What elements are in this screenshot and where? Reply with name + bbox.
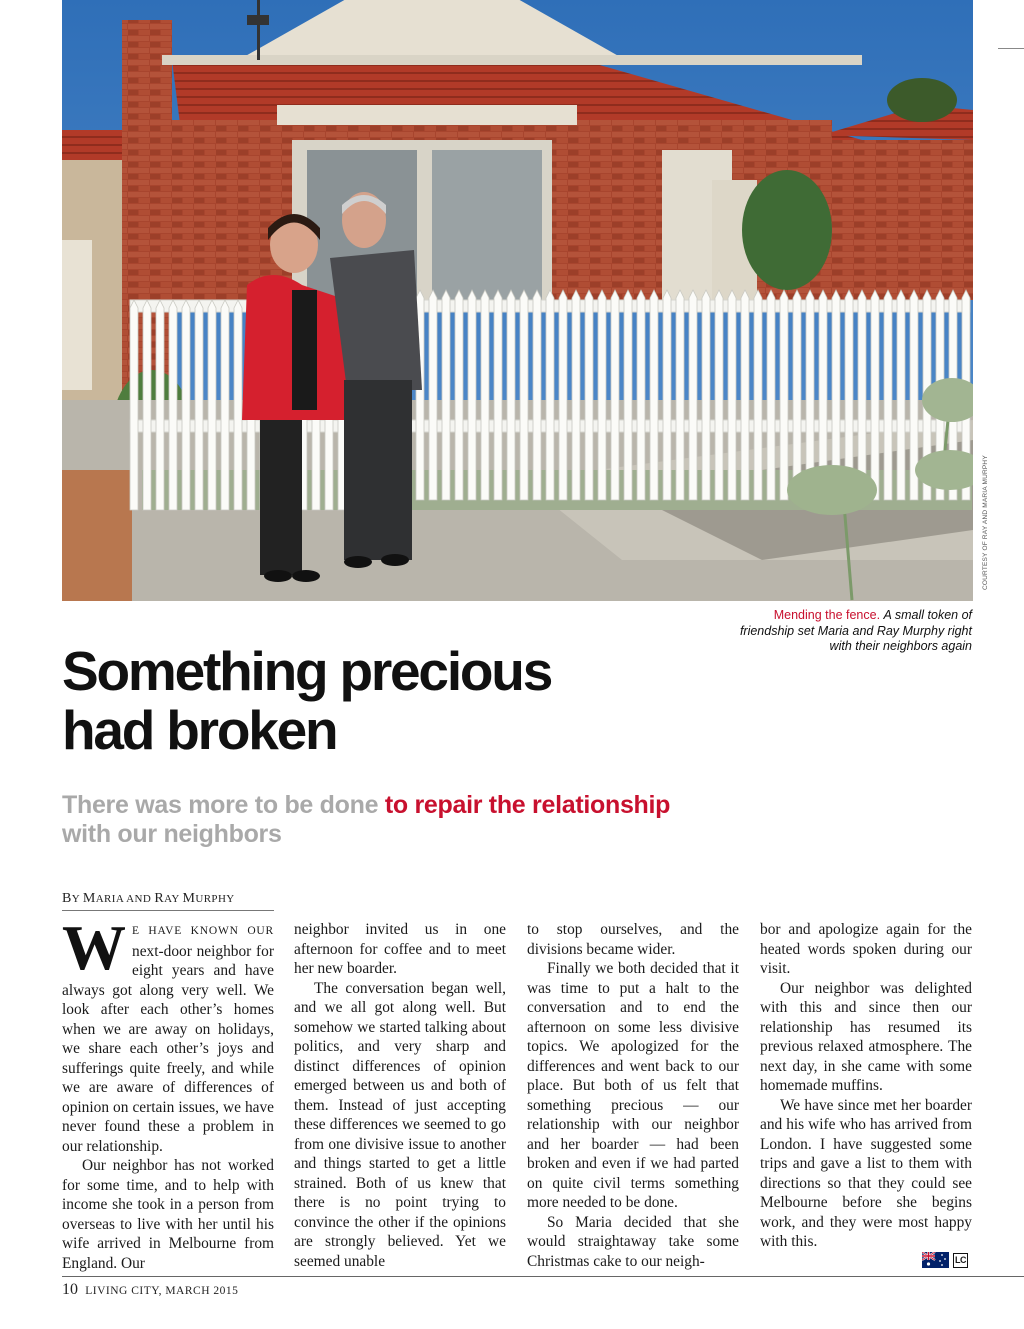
- article-paragraph: neighbor invited us in one afternoon for coffee and to meet her new boarder.: [294, 921, 506, 977]
- article-deck: [62, 791, 682, 849]
- drop-cap: W: [62, 920, 126, 983]
- footer-rule: [62, 1276, 1024, 1277]
- byline-maria-initial: M: [82, 891, 96, 906]
- magazine-issue: LIVING CITY, MARCH 2015: [85, 1285, 239, 1297]
- end-marks: [922, 1252, 968, 1268]
- article-paragraph: to stop ourselves, and the divisions became wider.: [527, 921, 739, 958]
- article-column-1: [62, 920, 274, 1272]
- couple-in-front-of-fence-photo: [62, 0, 973, 601]
- byline-maria-rest: ARIA AND: [95, 893, 155, 905]
- byline-by-rest: Y: [71, 893, 83, 905]
- byline-murphy-initial: M: [182, 891, 196, 906]
- byline-by-initial: B: [62, 891, 72, 906]
- page-footer: [62, 1281, 238, 1299]
- article-paragraph: So Maria decided that she would straightaway take some Christmas cake to our neigh-: [527, 1213, 739, 1270]
- caption-body: A small token of friendship set Maria and Ray Murphy right with their neighbors again: [739, 608, 972, 653]
- caption-lead: Mending the fence.: [773, 608, 881, 622]
- article-photo: [62, 0, 973, 601]
- byline: [62, 891, 274, 911]
- article-paragraph: We have since met her boarder and his wife who has arrived from London. I have suggested some trips and gave a list to them with directions so that they could see Melbourne before she begins work, and they were most happy with this.: [760, 1096, 972, 1250]
- article-paragraph: The conversation began well, and we all got along well. But somehow we started talking about politics, and very sharp and distinct differences of opinion emerged between us and both of them. Instead of just accepting these differences we seemed to go from one divisive issue to another and things started to get a little strained. Both of us knew that there is no point trying to convince the other if the opinions are strongly believed. Yet we seemed unable: [294, 979, 506, 1270]
- byline-ray-initial: R: [154, 891, 165, 906]
- article-paragraph: bor and apologize again for the heated words spoken during our visit.: [760, 921, 972, 977]
- lead-in-smallcaps: E HAVE KNOWN OUR: [132, 925, 274, 937]
- article-paragraph: Finally we both decided that it was time to put a halt to the conversation and to end the afternoon on some less divisive topics. We apologized for the differences and went back to our place. But both of us felt that something precious — our relationship with our neighbor and her boarder — had been broken and even if we had parted on quite civil terms something more needed to be done.: [527, 960, 739, 1211]
- page-number: 10: [62, 1281, 78, 1298]
- deck-highlight: to repair the relationship: [384, 791, 671, 819]
- living-city-end-mark-icon: LC: [953, 1253, 968, 1268]
- article-column-2: [294, 920, 506, 1272]
- top-right-rule: [998, 48, 1024, 49]
- headline-line-2: had broken: [62, 699, 337, 761]
- deck-part-1: There was more to be done: [62, 791, 385, 819]
- article-paragraph: Our neighbor was delighted with this and since then our relationship has resumed its previous relaxed atmosphere. The next day, in she came with some homemade muffins.: [760, 979, 972, 1094]
- article-column-3: [527, 920, 739, 1272]
- article-paragraph: [62, 920, 274, 1156]
- byline-murphy-rest: URPHY: [195, 893, 235, 905]
- deck-part-3: with our neighbors: [62, 820, 282, 848]
- photo-caption: [732, 608, 972, 655]
- article-paragraph: Our neighbor has not worked for some time, and to help with income she took in a person from overseas to live with her until his wife arrived in Melbourne from England. Our: [62, 1157, 274, 1272]
- headline-line-1: Something precious: [62, 640, 552, 702]
- photo-credit: COURTESY OF RAY AND MARIA MURPHY: [982, 455, 989, 590]
- article-headline: [62, 642, 702, 760]
- article-column-4: [760, 920, 972, 1272]
- australia-flag-icon: [922, 1252, 949, 1268]
- byline-ray-rest: AY: [164, 893, 183, 905]
- paragraph-text: next-door neighbor for eight years and have always got along very well. We look after each other’s homes when we are away on holidays, we share each other’s joys and sufferings quite freely, and while we are aware of differences of opinion on certain issues, we have never found these a problem in our relationship.: [62, 942, 274, 1155]
